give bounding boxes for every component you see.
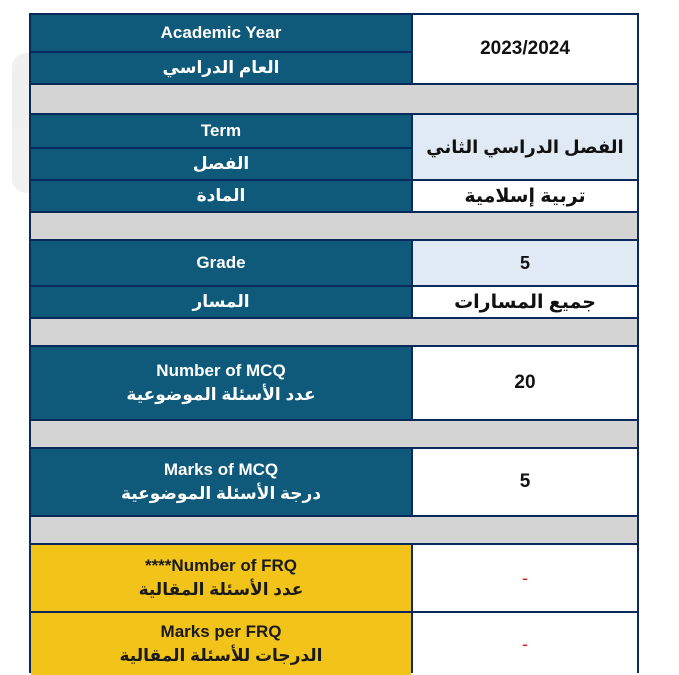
term-label-en: Term (31, 115, 411, 147)
academic-year-label-en: Academic Year (31, 15, 411, 51)
mcq-number-label: Number of MCQ عدد الأسئلة الموضوعية (31, 347, 411, 419)
track-label: المسار (31, 287, 411, 317)
academic-year-value: 2023/2024 (413, 15, 637, 83)
grade-label: Grade (31, 241, 411, 285)
separator-row (31, 319, 637, 345)
mcq-number-value: 20 (413, 347, 637, 419)
term-label-ar: الفصل (31, 149, 411, 179)
separator-row (31, 517, 637, 543)
track-value: جميع المسارات (413, 287, 637, 317)
grade-value: 5 (413, 241, 637, 285)
separator-row (31, 213, 637, 239)
academic-year-label-ar: العام الدراسي (31, 53, 411, 83)
separator-row (31, 421, 637, 447)
frq-number-value: - (413, 545, 637, 611)
frq-marks-value: - (413, 613, 637, 675)
mcq-marks-label: Marks of MCQ درجة الأسئلة الموضوعية (31, 449, 411, 515)
separator-row (31, 85, 637, 113)
subject-label: المادة (31, 181, 411, 211)
exam-info-table (29, 13, 639, 673)
term-value: الفصل الدراسي الثاني (413, 115, 637, 179)
frq-number-label: ****Number of FRQ عدد الأسئلة المقالية (31, 545, 411, 611)
subject-value: تربية إسلامية (413, 181, 637, 211)
frq-marks-label: Marks per FRQ الدرجات للأسئلة المقالية (31, 613, 411, 675)
mcq-marks-value: 5 (413, 449, 637, 515)
